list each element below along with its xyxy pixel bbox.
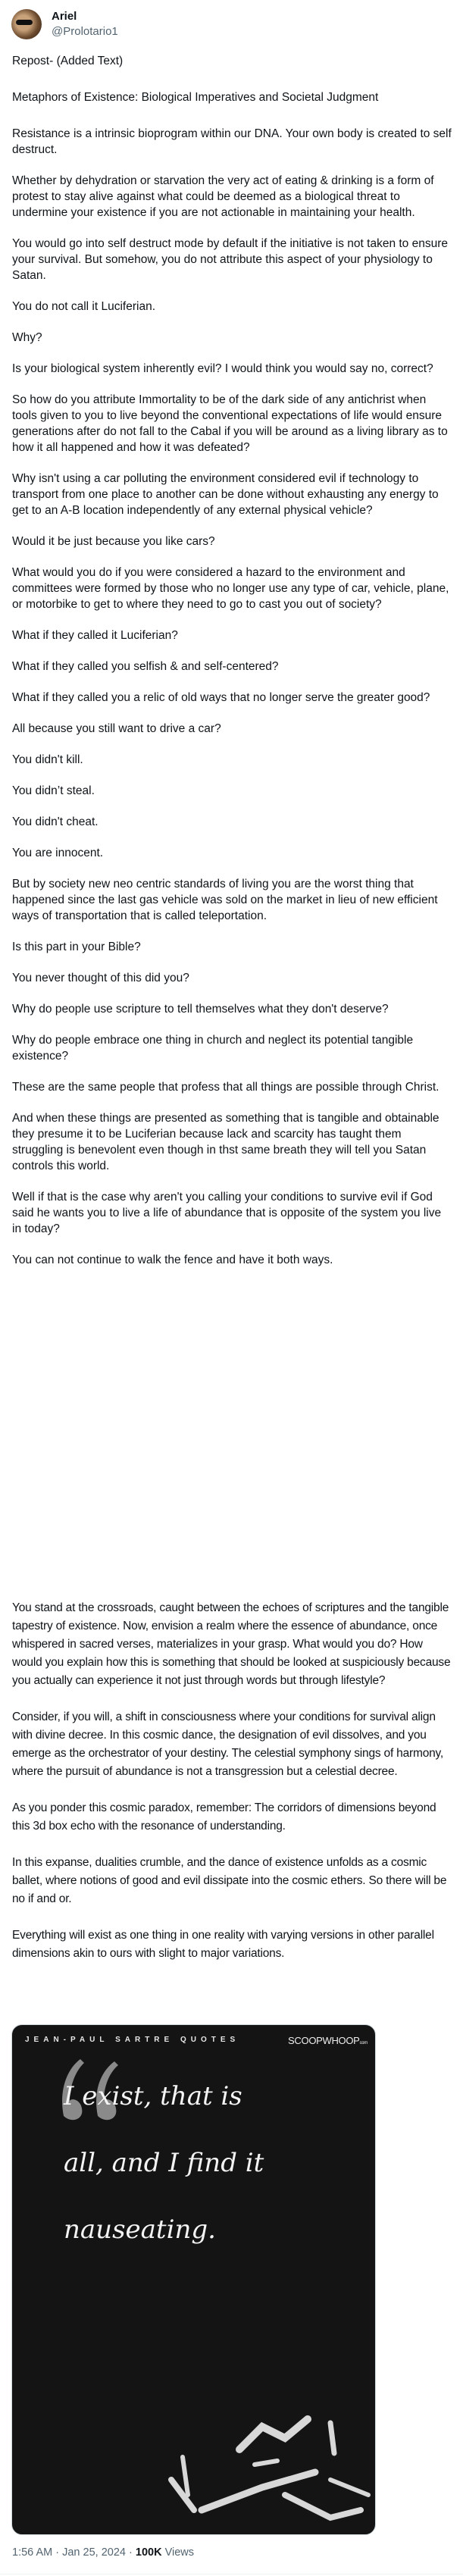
post-paragraph: You are innocent. <box>12 847 104 859</box>
views-label: Views <box>164 2546 194 2559</box>
post-paragraph: What if they called you selfish & and self-centered? <box>12 660 279 673</box>
post-paragraph: Why? <box>12 331 42 344</box>
post-paragraph: These are the same people that profess that all things are possible through Christ. <box>12 1081 440 1094</box>
post-paragraph: You didn't kill. <box>12 753 83 766</box>
brand-name: SCOOPWHOOP <box>288 2035 360 2046</box>
post-paragraph: Why do people embrace one thing in church and neglect its potential tangible existence? <box>12 1034 414 1063</box>
post-image[interactable] <box>11 2024 376 2535</box>
post-paragraph: You didn’t steal. <box>12 784 95 797</box>
quote-text <box>64 2063 367 2263</box>
post-paragraph: Is your biological system inherently evil? I would think you would say no, correct? <box>12 362 433 375</box>
quote-line: I exist, that is <box>64 2081 242 2111</box>
post-meta <box>12 2546 194 2559</box>
post-paragraph: Everything will exist as one thing in one reality with varying versions in other parallel dimensions akin to ours with slight to major variations. <box>12 1929 434 1960</box>
quote-line: nauseating. <box>64 2214 216 2245</box>
avatar-glasses <box>16 20 33 25</box>
post-paragraph: You stand at the crossroads, caught between the echoes of scriptures and the tangible tapestry of existence. Now, envision a realm where the essence of abundance, once whispered in sacred verses, materializes in your grasp. What would you do? How would you explain how this is something that should be looked at suspiciously because you actually can experience it not just through words but through lifestyle? <box>12 1601 451 1687</box>
post-paragraph: All because you still want to drive a car? <box>12 722 221 735</box>
post-paragraph: What if they called it Luciferian? <box>12 629 178 642</box>
post-paragraph: Whether by dehydration or starvation the very act of eating & drinking is a form of protest to stay alive against what could be deemed as a biological threat to undermine your existence if you are not actionable in maintaining your health. <box>12 174 434 219</box>
post-text-lower <box>12 1599 455 1981</box>
post-time[interactable]: 1:56 AM <box>12 2546 53 2559</box>
post-paragraph: Well if that is the case why aren't you calling your conditions to survive evil if God said he wants you to live a life of abundance that is opposite of the system you live in today? <box>12 1191 442 1235</box>
separator: · <box>55 2546 60 2559</box>
post-paragraph: Consider, if you will, a shift in consciousness where your conditions for survival align with divine decree. In this cosmic dance, the designation of evil dissolves, and you emerge as the orchestrator of your destiny. The celestial symphony sings of harmony, where the pursuit of abundance is not a transgression but a celestial decree. <box>12 1711 444 1778</box>
post-paragraph: In this expanse, dualities crumble, and the dance of existence unfolds as a cosmic ballet, where notions of good and evil dissipate into the cosmic ethers. So there will be no if and or. <box>12 1856 447 1905</box>
quote-line: all, and I find it <box>64 2148 264 2178</box>
brand-logo <box>288 2035 368 2046</box>
post-paragraph: Why do people use scripture to tell themselves what they don't deserve? <box>12 1003 389 1016</box>
post-paragraph: You didn't cheat. <box>12 815 99 828</box>
post-paragraph: Resistance is a intrinsic bioprogram within our DNA. Your own body is created to self destruct. <box>12 127 452 156</box>
post-paragraph: You would go into self destruct mode by default if the initiative is not taken to ensure your survival. But somehow, you do not attribute this aspect of your physiology to Satan. <box>12 237 448 282</box>
post-paragraph: And when these things are presented as something that is tangible and obtainable they presume it to be Luciferian because lack and scarcity has taught them struggling is benevolent even though in thst same breath they will tell you Satan controls this world. <box>12 1112 440 1172</box>
series-title: JEAN-PAUL SARTRE QUOTES <box>25 2036 240 2044</box>
post-paragraph: You do not call it Luciferian. <box>12 300 155 313</box>
post-paragraph: What would you do if you were considered a hazard to the environment and committees were formed by those who no longer use any type of car, vehicle, plane, or motorbike to get to where they need to go to cast you out of society? <box>12 566 449 611</box>
post-paragraph: You can not continue to walk the fence and have it both ways. <box>12 1254 333 1266</box>
author-handle[interactable]: @Prolotario1 <box>52 25 118 38</box>
post-paragraph: Is this part in your Bible? <box>12 941 141 953</box>
post-paragraph: Would it be just because you like cars? <box>12 535 215 548</box>
post-paragraph: Why isn't using a car polluting the environment considered evil if technology to transport from one place to another can be done without exhausting any energy to get to an A-B location independently of any external physical vehicle? <box>12 472 439 517</box>
views-count: 100K <box>135 2546 162 2559</box>
post-date[interactable]: Jan 25, 2024 <box>62 2546 126 2559</box>
post-text-upper <box>12 53 452 1283</box>
post-paragraph: As you ponder this cosmic paradox, remember: The corridors of dimensions beyond this 3d box echo with the resonance of understanding. <box>12 1801 436 1833</box>
post-paragraph: So how do you attribute Immortality to be of the dark side of any antichrist when tools given to you to live beyond the conventional expectations of life would ensure generations after do not fall to the Cabal if you will be around as a living library as to how it all happened and how it was defeated? <box>12 393 448 454</box>
post-paragraph: You never thought of this did you? <box>12 972 189 984</box>
post-paragraph: But by society new neo centric standards of living you are the worst thing that happened since the last gas vehicle was sold on the market in lieu of new efficient ways of transportation that is called teleportation. <box>12 878 438 922</box>
post-paragraph: Metaphors of Existence: Biological Imperatives and Societal Judgment <box>12 91 379 104</box>
separator: · <box>129 2546 133 2559</box>
avatar[interactable] <box>11 9 42 39</box>
post-paragraph: Repost- (Added Text) <box>12 55 124 67</box>
brand-suffix: com <box>359 2041 368 2045</box>
author-name[interactable]: Ariel <box>52 10 77 23</box>
post-paragraph: What if they called you a relic of old ways that no longer serve the greater good? <box>12 691 430 704</box>
